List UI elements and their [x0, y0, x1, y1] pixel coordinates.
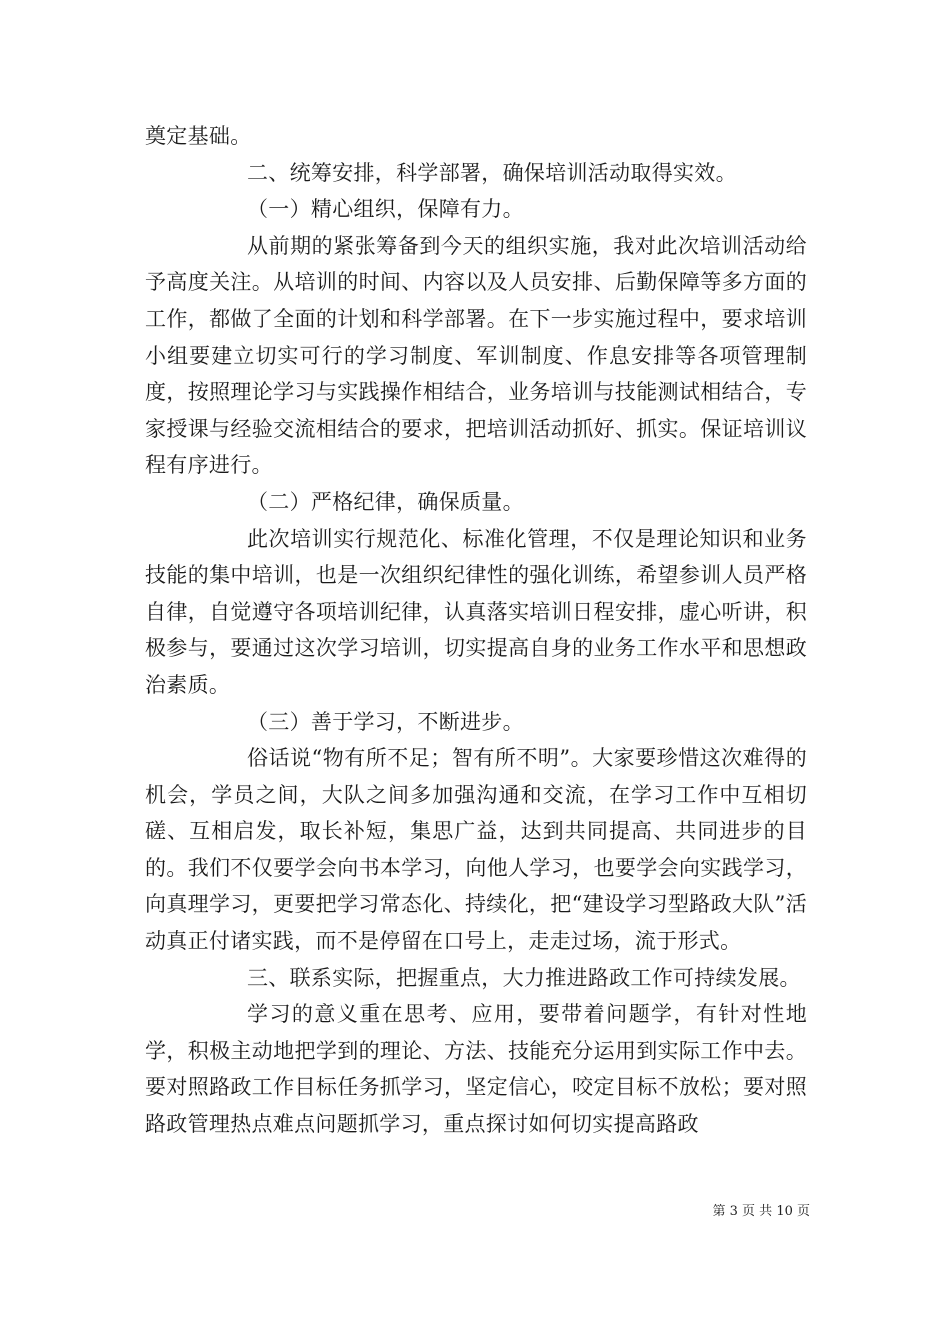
document-body: [145, 118, 807, 1143]
section-heading-2: 二、统筹安排，科学部署，确保培训活动取得实效。: [247, 160, 737, 185]
paragraph-1: 奠定基础。: [145, 124, 252, 148]
paragraph-learning: 俗话说“物有所不足；智有所不明”。大家要珍惜这次难得的机会，学员之间，大队之间多加强沟通和交流，在学习工作中互相切磋、互相启发，取长补短，集思广益，达到共同提高、共同进步的目的。我们不仅要学会向书本学习，向他人学习，也要学会向实践学习，向真理学习，更要把学习常态化、持续化，把“建设学习型路政大队”活动真正付诸实践，而不是停留在口号上，走走过场，流于形式。: [145, 746, 807, 954]
paragraph-discipline: 此次培训实行规范化、标准化管理，不仅是理论知识和业务技能的集中培训，也是一次组织纪律性的强化训练，希望参训人员严格自律，自觉遵守各项培训纪律，认真落实培训日程安排，虚心听讲，积极参与，要通过这次学习培训，切实提高自身的业务工作水平和思想政治素质。: [145, 526, 807, 697]
subheading-2-2: （二）严格纪律，确保质量。: [247, 489, 524, 514]
paragraph-organization: 从前期的紧张筹备到今天的组织实施，我对此次培训活动给予高度关注。从培训的时间、内容以及人员安排、后勤保障等多方面的工作，都做了全面的计划和科学部署。在下一步实施过程中，要求培训小组要建立切实可行的学习制度、军训制度、作息安排等各项管理制度，按照理论学习与实践操作相结合，业务培训与技能测试相结合，专家授课与经验交流相结合的要求，把培训活动抓好、抓实。保证培训议程有序进行。: [145, 233, 807, 478]
section-heading-3: 三、联系实际，把握重点，大力推进路政工作可持续发展。: [247, 965, 801, 990]
subheading-2-1: （一）精心组织，保障有力。: [247, 197, 524, 222]
subheading-2-3: （三）善于学习，不断进步。: [247, 709, 524, 734]
paragraph-practice: 学习的意义重在思考、应用，要带着问题学，有针对性地学，积极主动地把学到的理论、方法、技能充分运用到实际工作中去。要对照路政工作目标任务抓学习，坚定信心，咬定目标不放松；要对照路政管理热点难点问题抓学习，重点探讨如何切实提高路政: [145, 1002, 807, 1137]
page-number-footer: 第 3 页 共 10 页: [712, 1204, 810, 1219]
